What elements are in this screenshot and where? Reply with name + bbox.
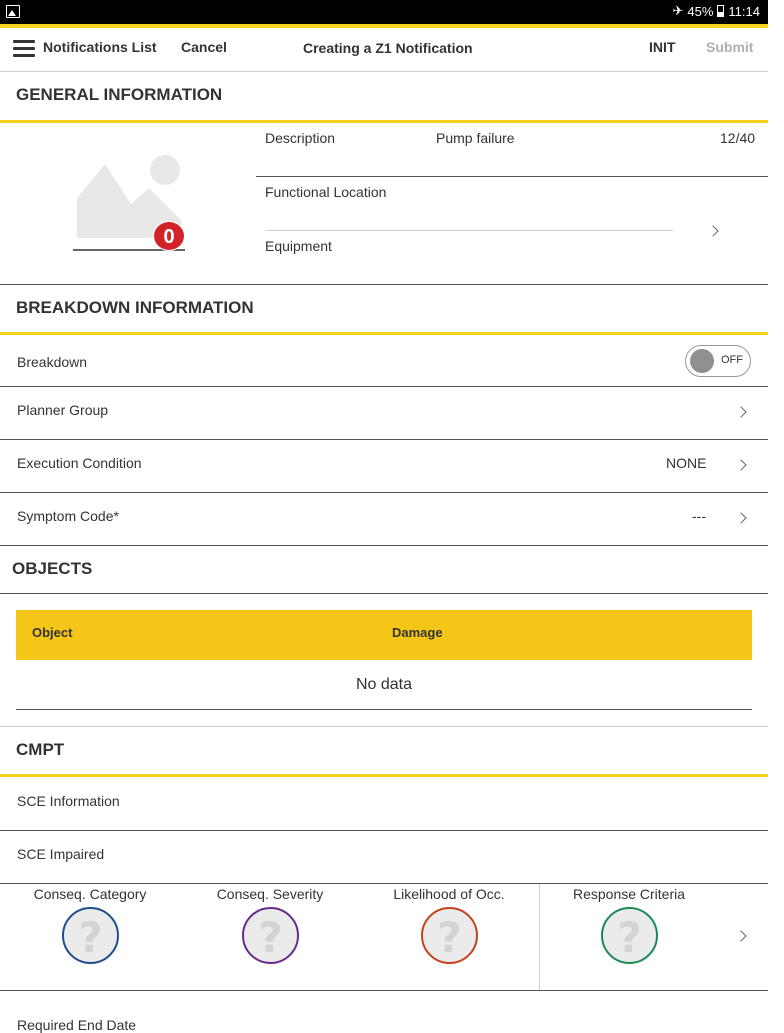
attachment-count-badge: 0 — [153, 221, 185, 251]
execution-condition-row[interactable]: Execution Condition — [17, 455, 142, 471]
question-mark-icon[interactable]: ? — [421, 907, 478, 964]
chevron-right-icon[interactable] — [735, 512, 746, 523]
section-divider — [0, 726, 768, 727]
image-notification-icon — [6, 5, 20, 18]
chevron-right-icon[interactable] — [735, 406, 746, 417]
table-bottom-line — [16, 709, 752, 710]
equipment-label[interactable]: Equipment — [265, 238, 332, 254]
execution-condition-value: NONE — [666, 455, 707, 471]
cancel-button[interactable]: Cancel — [181, 39, 227, 55]
submit-button[interactable]: Submit — [706, 39, 754, 55]
clock: 11:14 — [728, 3, 760, 19]
conseq-severity-label: Conseq. Severity — [216, 886, 324, 902]
section-divider — [0, 284, 768, 285]
breakdown-toggle[interactable] — [685, 345, 751, 377]
description-label: Description — [265, 130, 336, 146]
conseq-category-item[interactable] — [0, 884, 180, 990]
section-divider — [0, 774, 768, 777]
response-criteria-label: Response Criteria — [572, 886, 686, 902]
toggle-knob — [690, 349, 714, 373]
battery-icon — [717, 5, 724, 17]
airplane-mode-icon: ✈ — [672, 3, 684, 18]
battery-percent: 45% — [687, 3, 714, 19]
functional-location-label[interactable]: Functional Location — [265, 184, 387, 200]
top-toolbar — [0, 28, 768, 72]
required-end-date-row[interactable]: Required End Date — [17, 1017, 137, 1033]
symptom-code-value: --- — [692, 508, 706, 524]
objects-empty-text: No data — [355, 676, 413, 693]
general-information-header: GENERAL INFORMATION — [16, 85, 223, 104]
chevron-right-icon[interactable] — [735, 459, 746, 470]
question-mark-icon[interactable]: ? — [242, 907, 299, 964]
planner-group-row[interactable]: Planner Group — [17, 402, 109, 418]
chevron-right-icon[interactable] — [707, 225, 718, 236]
cmpt-header: CMPT — [16, 740, 65, 759]
section-divider — [0, 332, 768, 335]
sce-impaired-row[interactable]: SCE Impaired — [17, 846, 105, 862]
objects-table-header — [16, 610, 752, 660]
likelihood-label: Likelihood of Occ. — [393, 886, 505, 902]
notifications-list-link[interactable]: Notifications List — [43, 39, 157, 55]
row-divider — [0, 830, 768, 831]
description-char-counter: 12/40 — [720, 130, 756, 146]
description-underline — [256, 176, 768, 177]
conseq-category-label: Conseq. Category — [33, 886, 147, 902]
sce-information-row[interactable]: SCE Information — [17, 793, 120, 809]
section-divider — [0, 545, 768, 546]
toggle-state: OFF — [721, 354, 743, 366]
row-divider — [0, 439, 768, 440]
row-divider — [0, 386, 768, 387]
field-divider — [265, 230, 673, 231]
section-divider — [0, 593, 768, 594]
symptom-code-row[interactable]: Symptom Code* — [17, 508, 119, 524]
response-criteria-item[interactable] — [539, 884, 719, 990]
description-field[interactable]: Pump failure — [436, 130, 515, 146]
likelihood-item[interactable] — [359, 884, 539, 990]
breakdown-information-header: BREAKDOWN INFORMATION — [16, 298, 254, 317]
status-bar — [0, 0, 768, 24]
column-header-object[interactable]: Object — [32, 625, 73, 640]
row-divider — [0, 990, 768, 991]
conseq-severity-item[interactable] — [180, 884, 360, 990]
breakdown-label: Breakdown — [17, 354, 88, 370]
section-divider — [0, 120, 768, 123]
question-mark-icon[interactable]: ? — [601, 907, 658, 964]
question-mark-icon[interactable]: ? — [62, 907, 119, 964]
chevron-right-icon[interactable] — [735, 930, 746, 941]
hamburger-menu-icon[interactable] — [13, 40, 35, 58]
row-divider — [0, 492, 768, 493]
page-title: Creating a Z1 Notification — [303, 40, 473, 56]
column-header-damage[interactable]: Damage — [392, 625, 443, 640]
init-status-button[interactable]: INIT — [649, 39, 676, 55]
objects-header: OBJECTS — [12, 559, 93, 578]
